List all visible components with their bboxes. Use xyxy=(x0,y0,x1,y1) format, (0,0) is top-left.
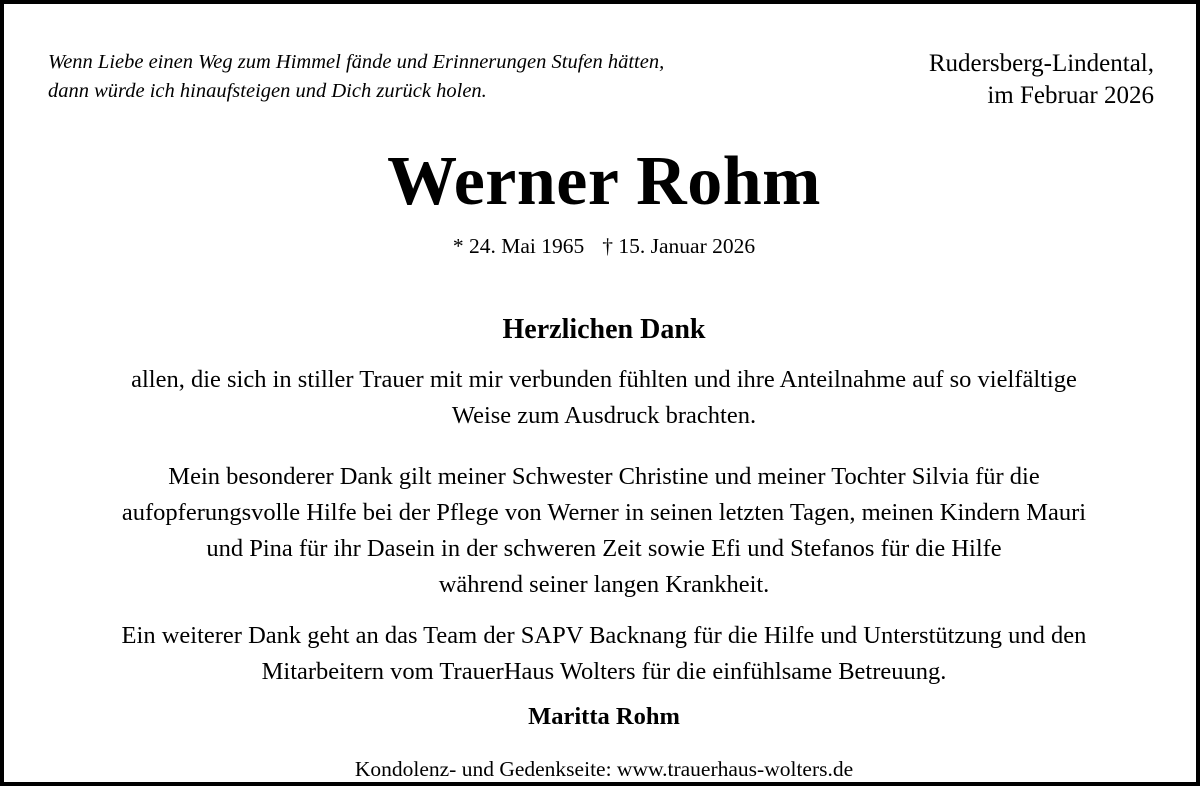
paragraph-line: Weise zum Ausdruck brachten. xyxy=(451,402,757,429)
memorial-quote xyxy=(48,48,808,106)
birth-date: * 24. Mai 1965 xyxy=(452,234,585,258)
condolence-website: Kondolenz- und Gedenkseite: www.trauerhaus-wolters.de xyxy=(354,757,854,781)
thanks-paragraph-3 xyxy=(34,618,1174,690)
signature: Maritta Rohm xyxy=(528,703,680,730)
death-date: † 15. Januar 2026 xyxy=(602,234,756,258)
place-and-date xyxy=(929,48,1154,112)
thanks-paragraph-2 xyxy=(34,459,1174,603)
thanks-paragraph-1 xyxy=(34,362,1174,434)
quote-line: Wenn Liebe einen Weg zum Himmel fände und Erinnerungen Stufen hätten, xyxy=(48,51,665,73)
paragraph-line: allen, die sich in stiller Trauer mit mir verbunden fühlten und ihre Anteilnahme auf so vielfältige xyxy=(131,366,1077,393)
deceased-name: Werner Rohm xyxy=(387,143,821,220)
quote-line: dann würde ich hinaufsteigen und Dich zurück holen. xyxy=(48,80,487,102)
thanks-heading: Herzlichen Dank xyxy=(502,314,706,345)
date-line: im Februar 2026 xyxy=(987,82,1154,109)
paragraph-line: Ein weiterer Dank geht an das Team der SAPV Backnang für die Hilfe und Unterstützung und den xyxy=(121,622,1087,649)
paragraph-line: während seiner langen Krankheit. xyxy=(438,571,770,598)
paragraph-line: Mein besonderer Dank gilt meiner Schwester Christine und meiner Tochter Silvia für die xyxy=(168,463,1040,490)
life-dates xyxy=(4,232,1200,260)
place-line: Rudersberg-Lindental, xyxy=(928,50,1154,77)
paragraph-line: Mitarbeitern vom TrauerHaus Wolters für die einfühlsame Betreuung. xyxy=(261,658,947,685)
paragraph-line: und Pina für ihr Dasein in der schweren Zeit sowie Efi und Stefanos für die Hilfe xyxy=(206,535,1002,562)
paragraph-line: aufopferungsvolle Hilfe bei der Pflege von Werner in seinen letzten Tagen, meinen Kindern Mauri xyxy=(121,499,1087,526)
